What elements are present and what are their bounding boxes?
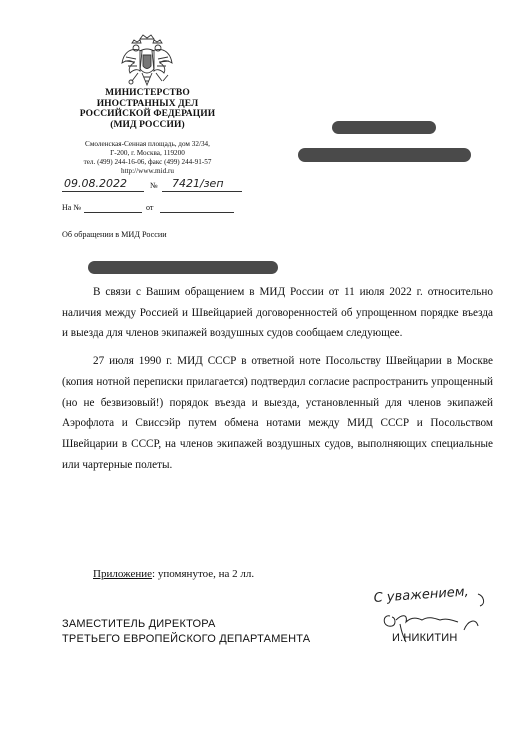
signatory-title-line: ТРЕТЬЕГО ЕВРОПЕЙСКОГО ДЕПАРТАМЕНТА — [62, 633, 311, 645]
ministry-line: ИНОСТРАННЫХ ДЕЛ — [96, 98, 199, 109]
ref-from-underline — [160, 212, 234, 213]
appendix-label: Приложение — [93, 568, 153, 580]
registration-date: 09.08.2022 — [64, 177, 127, 190]
ministry-address — [60, 140, 235, 176]
number-underline — [162, 191, 242, 192]
closing-handwritten: С уважением, — [373, 584, 470, 606]
appendix-text: : упомянутое, на 2 лл. — [152, 568, 255, 580]
signatory-title-line: ЗАМЕСТИТЕЛЬ ДИРЕКТОРА — [62, 618, 216, 630]
address-line: http://www.mid.ru — [120, 167, 175, 175]
signatory-title — [62, 617, 310, 647]
date-underline — [62, 191, 144, 192]
redacted-recipient-line-2 — [298, 148, 471, 162]
coat-of-arms-emblem — [118, 33, 176, 89]
number-label: № — [150, 181, 158, 190]
letter-body — [62, 282, 493, 482]
address-line: Г-200, г. Москва, 119200 — [110, 149, 185, 157]
body-paragraph: В связи с Вашим обращением в МИД России от 11 июля 2022 г. относительно наличия между Россией и Швейцарией договоренностей об упрощенном порядке въезда и выезда для членов экипажей воздушных судов сообщаем следующее. — [62, 286, 493, 340]
ref-number-underline — [84, 212, 142, 213]
letter-subject: Об обращении в МИД России — [62, 230, 167, 239]
ref-from-label: от — [146, 203, 154, 212]
body-paragraph: 27 июля 1990 г. МИД СССР в ответной ноте Посольству Швейцарии в Москве (копия нотной переписки прилагается) подтвердил согласие распространить упрощенный (но не безвизовый!) порядок въезда и выезда, установленный для членов экипажей Аэрофлота и Свиссэйр путем обмена нотами между МИД СССР и Посольством Швейцарии в СССР, на членов экипажей воздушных судов, выполняющих специальные или чартерные полеты. — [62, 355, 493, 471]
ministry-line: (МИД РОССИИ) — [110, 119, 185, 130]
redacted-salutation — [88, 261, 278, 274]
ministry-line: РОССИЙСКОЙ ФЕДЕРАЦИИ — [79, 109, 216, 119]
signatory-name: И.НИКИТИН — [392, 632, 458, 644]
address-line: тел. (499) 244-16-06, факс (499) 244-91-57 — [83, 158, 212, 166]
ref-number-label: На № — [62, 203, 81, 212]
ministry-name — [60, 88, 235, 130]
redacted-recipient-line-1 — [332, 121, 436, 134]
address-line: Смоленская-Сенная площадь, дом 32/34, — [85, 140, 210, 148]
appendix-note — [93, 568, 254, 580]
registration-line — [62, 177, 242, 193]
ministry-line: МИНИСТЕРСТВО — [105, 88, 190, 98]
registration-number: 7421/зеп — [172, 177, 224, 190]
